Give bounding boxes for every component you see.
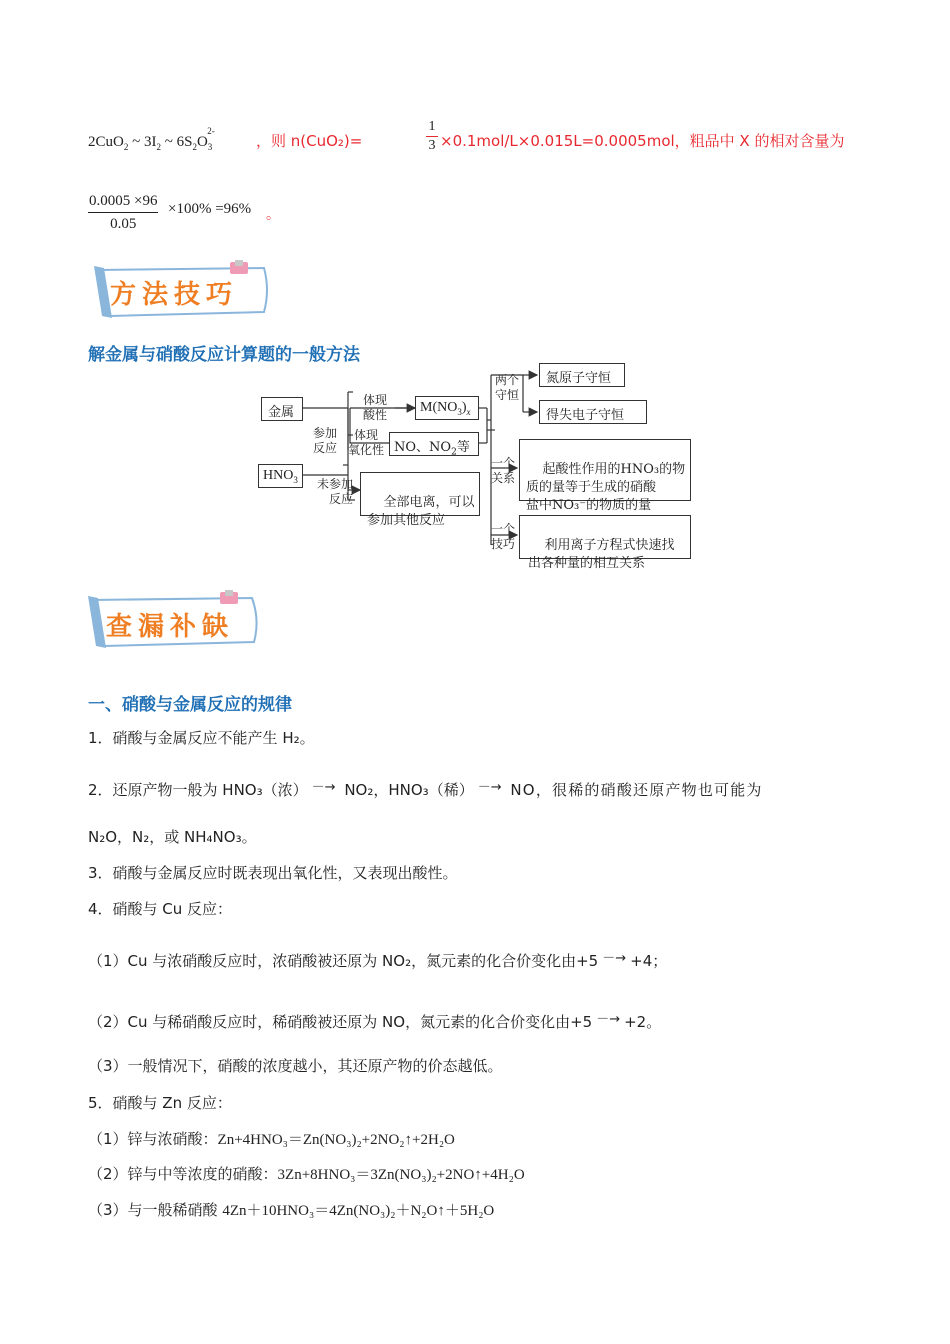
box-nitrogen-atom: 氮原子守恒 (539, 363, 625, 387)
banner-method-skill (92, 260, 272, 320)
frac-one-third: 1 3 (426, 118, 438, 155)
box-hno3: $HNO_3$ (258, 464, 303, 488)
method-title: 解金属与硝酸反应计算题的一般方法 (88, 345, 360, 365)
banner-method-title: 方法技巧 (110, 280, 239, 310)
label-participate: 参加 反应 (313, 426, 338, 455)
banner-fill-gaps-title: 查漏补缺 (106, 612, 235, 642)
box-skill: 利用离子方程式快速找 出各种量的相互关系 (519, 515, 691, 559)
label-acidity: 体现 酸性 (363, 393, 388, 422)
item-4-3: （3）一般情况下，硝酸的浓度越小，其还原产物的价态越低。 (88, 1057, 503, 1075)
formula-s2o3: ~ 6S (164, 134, 193, 150)
label-oxidizing: 体现 氧化性 (348, 428, 385, 457)
item-5-2: （2）锌与中等浓度的硝酸：3Zn+8HNO₃＝3Zn(NO₃)₂+2NO↑+4H₂O (88, 1165, 525, 1183)
box-mno3: $M(NO_3)_x$ (415, 396, 479, 420)
box-electron: 得失电子守恒 (539, 400, 647, 424)
item-5-1: （1）锌与浓硝酸：Zn+4HNO₃＝Zn(NO₃)₂+2NO₂↑+2H₂O (88, 1130, 455, 1148)
box-metal: 金属 (261, 397, 303, 421)
formula-cuo2: 2CuO (88, 134, 124, 150)
item-2: 2．还原产物一般为 HNO₃（浓） －→ NO₂，HNO₃（稀） －→ NO，很稀的硝酸还原产物也可能为 (88, 779, 763, 800)
item-4: 4．硝酸与 Cu 反应： (88, 900, 233, 918)
box-no-no2: NO、$NO_2$等 (389, 432, 479, 456)
label-two-conservation: 两个 守恒 (495, 373, 520, 402)
percent-fraction: 0.0005 ×96 0.05 (88, 190, 158, 235)
item-5-3: （3）与一般稀硝酸 4Zn＋10HNO₃＝4Zn(NO₃)₂＋N₂O↑＋5H₂O (88, 1201, 495, 1219)
formula-rest: ×0.1mol/L×0.015L=0.0005mol，粗品中 X 的相对含量为 (440, 132, 845, 150)
arrow-icon: －→ (596, 1012, 621, 1027)
item-4-2: （2）Cu 与稀硝酸反应时，稀硝酸被还原为 NO，氮元素的化合价变化由+5 －→ +2。 (88, 1011, 661, 1032)
arrow-icon: －→ (602, 951, 627, 966)
label-one-relation: 一个 关系 (491, 456, 516, 485)
percent-end: 。 (266, 206, 280, 222)
box-ionize: 全部电离，可以 参加其他反应 (360, 472, 480, 516)
method-diagram (255, 360, 695, 571)
label-not-participate: 未参加 反应 (317, 477, 354, 506)
label-one-skill: 一个 技巧 (491, 522, 516, 551)
item-5: 5．硝酸与 Zn 反应： (88, 1094, 232, 1112)
item-1: 1．硝酸与金属反应不能产生 H₂。 (88, 729, 315, 747)
box-relation: 起酸性作用的HNO₃的物 质的量等于生成的硝酸 盐中NO₃⁻的物质的量 (519, 439, 691, 501)
banner-fill-gaps (86, 590, 266, 650)
section1-title: 一、硝酸与金属反应的规律 (88, 695, 292, 715)
arrow-icon: －→ (311, 780, 336, 795)
formula-i2: ~ 3I (132, 134, 157, 150)
item-2-cont: N₂O，N₂，或 NH₄NO₃。 (88, 828, 257, 846)
charge: 2- (207, 126, 215, 136)
formula-then: ，则 n(CuO₂)= (256, 132, 363, 150)
percent-rest: ×100% =96% (168, 201, 252, 217)
item-4-1: （1）Cu 与浓硝酸反应时，浓硝酸被还原为 NO₂，氮元素的化合价变化由+5 －→ +4； (88, 950, 667, 971)
arrow-icon: －→ (477, 780, 502, 795)
item-3: 3．硝酸与金属反应时既表现出氧化性，又表现出酸性。 (88, 864, 458, 882)
